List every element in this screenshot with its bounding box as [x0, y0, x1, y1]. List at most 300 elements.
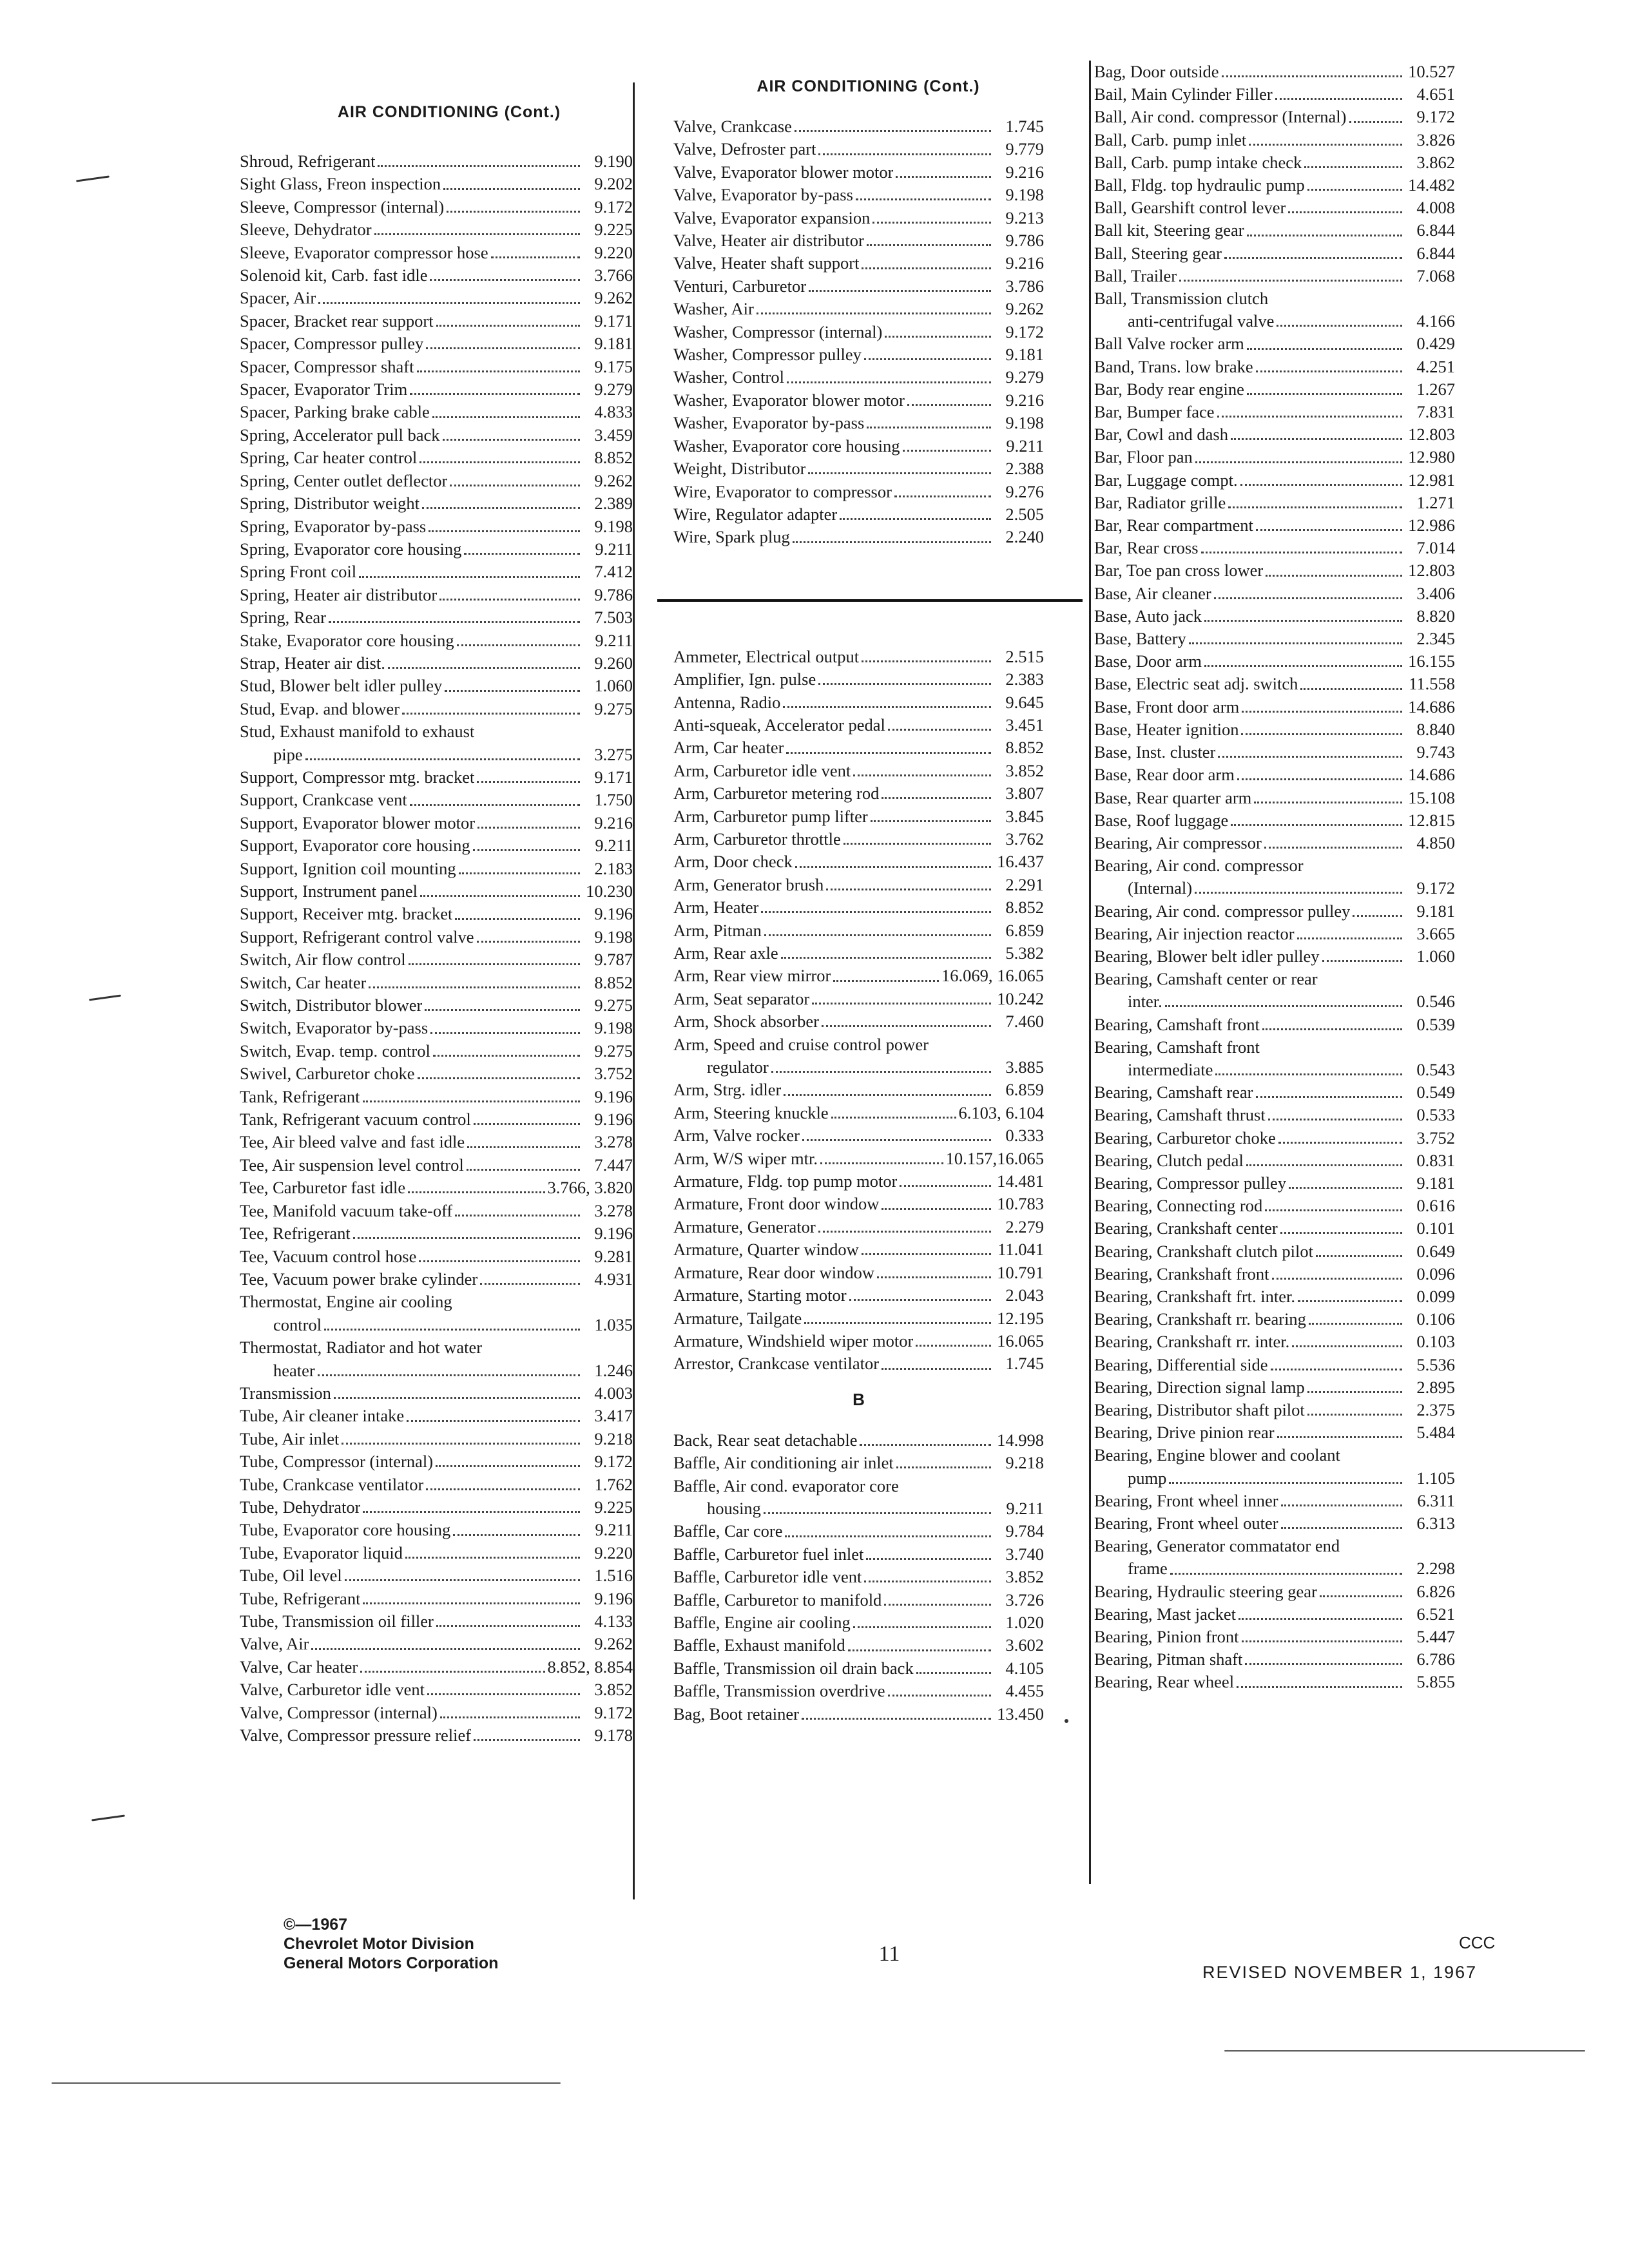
entry-label: Bag, Boot retainer	[673, 1704, 800, 1724]
dot-leader	[787, 381, 991, 383]
entry-page-ref: 6.859	[1005, 920, 1044, 940]
dot-leader	[1240, 484, 1402, 486]
entry-page-ref: 3.885	[1005, 1057, 1044, 1077]
entry-label: Washer, Compressor (internal)	[673, 322, 883, 341]
column-divider-left	[633, 82, 635, 1899]
index-entry	[673, 1703, 1044, 1725]
entry-label: Bearing, Camshaft front	[1094, 1014, 1260, 1034]
index-entry	[240, 880, 633, 903]
entry-label: Baffle, Transmission oil drain back	[673, 1658, 914, 1678]
entry-label: Tank, Refrigerant vacuum control	[240, 1110, 471, 1129]
dot-leader	[1179, 280, 1402, 282]
index-entry	[240, 287, 633, 309]
entry-label: Valve, Carburetor idle vent	[240, 1680, 425, 1700]
dot-leader	[1307, 189, 1402, 191]
entry-page-ref: 0.096	[1416, 1264, 1455, 1283]
dot-leader	[440, 1716, 580, 1718]
dot-leader	[1247, 235, 1402, 236]
index-entry	[673, 828, 1044, 850]
dot-leader	[436, 325, 580, 327]
entry-page-ref: 3.451	[1005, 715, 1044, 735]
entry-label: Sight Glass, Freon inspection	[240, 174, 441, 194]
entry-page-ref: 9.196	[594, 904, 633, 924]
entry-page-ref: 16.065	[997, 1331, 1044, 1350]
index-entry	[1094, 945, 1455, 968]
entry-label: Arm, Carburetor pump lifter	[673, 806, 868, 826]
index-entry	[1094, 1331, 1455, 1353]
entry-page-ref: 4.651	[1416, 84, 1455, 104]
index-entry	[673, 457, 1044, 480]
entry-page-ref: 3.406	[1416, 583, 1455, 603]
index-entry	[240, 218, 633, 241]
index-entry	[1094, 1648, 1455, 1671]
index-entry	[240, 150, 633, 173]
entry-page-ref: 9.181	[1416, 901, 1455, 921]
index-entry	[1094, 151, 1455, 174]
index-entry	[673, 1520, 1044, 1542]
dot-leader	[422, 507, 580, 509]
margin-mark	[1224, 2050, 1585, 2052]
index-entries	[1094, 61, 1455, 1694]
entry-page-ref: 2.183	[594, 858, 633, 878]
dot-leader	[409, 963, 580, 965]
dot-leader	[1247, 393, 1402, 395]
index-entry	[240, 264, 633, 287]
entry-page-ref: 9.645	[1005, 692, 1044, 712]
dot-leader	[1309, 1323, 1402, 1325]
entry-label: Bar, Cowl and dash	[1094, 425, 1228, 445]
index-entry	[1094, 628, 1455, 650]
entry-page-ref: 9.196	[594, 1588, 633, 1608]
dot-leader	[1237, 1686, 1402, 1688]
entry-label: Tee, Air suspension level control	[240, 1155, 464, 1175]
entry-label: regulator	[707, 1057, 769, 1077]
index-entry	[673, 805, 1044, 828]
dot-leader	[408, 1191, 545, 1193]
dot-leader	[757, 312, 991, 314]
dot-leader	[360, 1671, 545, 1673]
entry-page-ref: 9.262	[594, 288, 633, 308]
footer-revised-date: REVISED NOVEMBER 1, 1967	[1202, 1963, 1478, 1982]
index-entry	[1094, 1603, 1455, 1626]
entry-page-ref: 4.003	[594, 1383, 633, 1403]
entry-page-ref: 9.196	[594, 1110, 633, 1129]
index-entry	[1094, 990, 1455, 1013]
entry-page-ref: 9.171	[594, 767, 633, 787]
entry-page-ref: 9.786	[1005, 231, 1044, 251]
entry-label: Armature, Quarter window	[673, 1240, 859, 1260]
dot-leader	[864, 358, 991, 360]
index-entry	[240, 629, 633, 652]
dot-leader	[1245, 1663, 1402, 1665]
entry-page-ref: 3.417	[594, 1406, 633, 1426]
entry-page-ref: 8.840	[1416, 719, 1455, 739]
dot-leader	[1304, 166, 1402, 168]
entry-page-ref: 8.852	[594, 972, 633, 992]
entry-label: Bar, Toe pan cross lower	[1094, 561, 1264, 581]
entry-page-ref: 3.766, 3.820	[547, 1178, 633, 1198]
dot-leader	[795, 130, 991, 132]
entry-page-ref: 3.852	[594, 1680, 633, 1700]
entry-page-ref: 11.041	[998, 1240, 1044, 1260]
index-entry	[1094, 492, 1455, 514]
entry-label: Arm, Strg. idler	[673, 1080, 782, 1100]
index-entry	[1094, 1240, 1455, 1263]
index-entry	[240, 1268, 633, 1291]
index-entry	[240, 1245, 633, 1268]
entry-page-ref: 0.103	[1416, 1332, 1455, 1352]
dot-leader	[1272, 1278, 1402, 1280]
index-entry	[1094, 129, 1455, 151]
entry-label: housing	[707, 1498, 761, 1518]
dot-leader	[888, 729, 991, 731]
entry-page-ref: 0.546	[1416, 992, 1455, 1012]
dot-leader	[781, 957, 991, 959]
entry-label: Wire, Evaporator to compressor	[673, 481, 892, 501]
index-entry	[673, 1262, 1044, 1284]
index-entry	[673, 366, 1044, 389]
entry-page-ref: 9.279	[594, 380, 633, 399]
entry-label: Valve, Air	[240, 1634, 309, 1654]
entry-page-ref: 9.216	[1005, 253, 1044, 273]
entry-page-ref: 9.743	[1416, 742, 1455, 762]
margin-mark	[76, 175, 110, 182]
index-entry	[240, 812, 633, 834]
dot-leader	[843, 843, 991, 845]
entry-page-ref: 3.278	[594, 1200, 633, 1220]
entry-page-ref: 9.262	[594, 470, 633, 490]
entry-label: Spring Front coil	[240, 562, 357, 582]
entry-label: Stud, Exhaust manifold to exhaust	[240, 722, 475, 742]
entry-page-ref: 7.447	[594, 1155, 633, 1175]
index-entry	[240, 1086, 633, 1108]
dot-leader	[1320, 1595, 1402, 1597]
dot-leader	[1195, 461, 1402, 463]
index-entry	[240, 1336, 633, 1359]
dot-leader	[1292, 1345, 1402, 1347]
index-entry	[673, 1170, 1044, 1193]
entry-label: Bearing, Hydraulic steering gear	[1094, 1581, 1317, 1601]
index-entry	[673, 1102, 1044, 1124]
entry-label: Ball, Steering gear	[1094, 243, 1222, 263]
entry-label: Tee, Refrigerant	[240, 1224, 351, 1244]
index-entry	[1094, 1217, 1455, 1240]
dot-leader	[916, 1672, 991, 1674]
entry-label: Swivel, Carburetor choke	[240, 1064, 415, 1084]
index-entry	[1094, 696, 1455, 718]
dot-leader	[474, 1123, 580, 1125]
index-entry	[673, 874, 1044, 896]
dot-leader	[1275, 98, 1402, 100]
index-entry	[1094, 83, 1455, 106]
entry-label: Valve, Compressor pressure relief	[240, 1725, 472, 1745]
entry-label: Bearing, Crankshaft frt. inter.	[1094, 1286, 1296, 1306]
index-entry	[240, 1633, 633, 1655]
entry-page-ref: 1.060	[594, 676, 633, 696]
entry-label: Bearing, Differential side	[1094, 1354, 1268, 1374]
entry-page-ref: 3.459	[594, 425, 633, 445]
index-entry	[1094, 673, 1455, 695]
entry-label: Thermostat, Engine air cooling	[240, 1292, 452, 1312]
entry-label: Weight, Distributor	[673, 459, 806, 479]
dot-leader	[430, 1032, 580, 1034]
index-entry	[673, 782, 1044, 805]
index-entry	[1094, 1149, 1455, 1172]
index-entry	[673, 1238, 1044, 1261]
index-entry	[240, 1474, 633, 1496]
index-entry	[1094, 900, 1455, 923]
entry-label: Support, Refrigerant control valve	[240, 927, 474, 947]
index-entry	[240, 1154, 633, 1177]
entry-page-ref: 9.181	[1416, 1173, 1455, 1193]
entry-label: Spring, Heater air distributor	[240, 584, 438, 604]
entry-label: Tube, Compressor (internal)	[240, 1452, 434, 1472]
index-entry	[240, 356, 633, 378]
dot-leader	[1262, 1028, 1402, 1030]
dot-leader	[802, 1718, 991, 1720]
entry-page-ref: 1.267	[1416, 379, 1455, 399]
footer-publisher	[284, 1915, 498, 1973]
index-entry	[1094, 718, 1455, 741]
entry-label: Bearing, Direction signal lamp	[1094, 1377, 1305, 1397]
index-entry	[1094, 1172, 1455, 1195]
dot-leader	[862, 267, 991, 269]
entry-label: pipe	[273, 744, 303, 764]
entry-label: Baffle, Carburetor to manifold	[673, 1590, 882, 1610]
dot-leader	[418, 1077, 580, 1079]
dot-leader	[318, 302, 580, 304]
index-entry	[240, 332, 633, 355]
dot-leader	[453, 1534, 580, 1536]
entry-label: Baffle, Air conditioning air inlet	[673, 1453, 894, 1473]
entry-page-ref: 2.389	[594, 494, 633, 514]
entry-page-ref: 7.412	[594, 562, 633, 582]
entry-label: Bearing, Compressor pulley	[1094, 1173, 1287, 1193]
entry-page-ref: 2.388	[1005, 459, 1044, 479]
dot-leader	[853, 774, 991, 776]
index-entry	[1094, 1308, 1455, 1331]
index-entry	[1094, 1399, 1455, 1421]
entry-page-ref: 11.558	[1409, 674, 1455, 694]
entry-page-ref: 7.831	[1416, 402, 1455, 422]
dot-leader	[432, 416, 580, 418]
index-entry	[240, 447, 633, 469]
entry-page-ref: 2.240	[1005, 527, 1044, 547]
index-entry	[1094, 469, 1455, 492]
index-entry	[1094, 1014, 1455, 1036]
dot-leader	[1217, 416, 1402, 418]
entry-page-ref: 12.195	[997, 1308, 1044, 1328]
entry-label: Arm, Heater	[673, 898, 759, 918]
index-entry	[240, 1564, 633, 1587]
entry-label: Bearing, Generator commatator end	[1094, 1536, 1340, 1556]
index-entry	[1094, 923, 1455, 945]
index-entry	[673, 1330, 1044, 1352]
dot-leader	[867, 244, 991, 246]
index-entry	[1094, 174, 1455, 197]
entry-label: (Internal)	[1128, 878, 1193, 898]
index-entry	[1094, 1626, 1455, 1648]
dot-leader	[1278, 1142, 1402, 1144]
index-entry	[1094, 265, 1455, 287]
entry-page-ref: 8.852, 8.854	[547, 1657, 633, 1677]
dot-leader	[429, 530, 580, 532]
index-entry	[1094, 1127, 1455, 1149]
entry-page-ref: 6.844	[1416, 243, 1455, 263]
dot-leader	[1281, 1527, 1402, 1529]
index-entry	[240, 1610, 633, 1633]
dot-leader	[1254, 802, 1402, 803]
index-entry	[1094, 787, 1455, 809]
entry-page-ref: 9.198	[1005, 413, 1044, 433]
dot-leader	[833, 980, 939, 982]
entry-label: Armature, Rear door window	[673, 1262, 875, 1282]
entry-page-ref: 4.166	[1416, 311, 1455, 331]
entry-page-ref: 3.826	[1416, 130, 1455, 149]
index-entry	[1094, 1354, 1455, 1376]
entry-label: Valve, Evaporator by-pass	[673, 185, 853, 205]
index-entry	[673, 1307, 1044, 1330]
dot-leader	[359, 576, 580, 578]
index-entry	[673, 1193, 1044, 1215]
dot-leader	[318, 1374, 580, 1376]
entry-page-ref: 9.216	[594, 812, 633, 832]
dot-leader	[1266, 575, 1402, 577]
dot-leader	[831, 1117, 956, 1119]
index-entry	[673, 389, 1044, 412]
dot-leader	[324, 1329, 580, 1331]
index-entry	[673, 942, 1044, 965]
dot-leader	[808, 472, 991, 474]
entry-page-ref: 5.536	[1416, 1354, 1455, 1374]
section-gap	[673, 549, 1044, 646]
entry-label: Baffle, Exhaust manifold	[673, 1635, 845, 1655]
index-entry	[240, 720, 633, 743]
dot-leader	[1169, 1482, 1402, 1484]
index-entry	[240, 1200, 633, 1222]
entry-label: frame	[1128, 1559, 1168, 1579]
dot-leader	[907, 404, 991, 406]
index-entry	[673, 161, 1044, 184]
index-entry	[673, 1010, 1044, 1033]
dot-leader	[1165, 1005, 1402, 1007]
dot-leader	[1307, 1391, 1402, 1393]
dot-leader	[467, 1169, 580, 1171]
entry-label: Switch, Car heater	[240, 972, 367, 992]
index-entry	[673, 1216, 1044, 1238]
entry-page-ref: 6.844	[1416, 220, 1455, 240]
dot-leader	[329, 621, 580, 623]
index-entry	[1094, 854, 1455, 877]
entry-label: Washer, Air	[673, 299, 754, 319]
index-entry	[1094, 1376, 1455, 1399]
entry-label: Valve, Defroster part	[673, 139, 816, 159]
entry-label: Washer, Evaporator by-pass	[673, 413, 865, 433]
entry-label: Tube, Oil level	[240, 1566, 342, 1586]
entry-page-ref: 14.481	[997, 1171, 1044, 1191]
dot-leader	[334, 1397, 580, 1399]
dot-leader	[888, 1695, 991, 1696]
dot-leader	[1246, 1164, 1402, 1166]
entry-page-ref: 4.850	[1416, 832, 1455, 852]
entry-label: Bearing, Crankshaft rr. inter.	[1094, 1332, 1290, 1352]
entry-label: Ball, Fldg. top hydraulic pump	[1094, 175, 1305, 195]
dot-leader	[378, 165, 580, 167]
index-entry	[1094, 446, 1455, 468]
dot-leader	[1307, 1414, 1402, 1416]
entry-page-ref: 7.503	[594, 608, 633, 628]
index-column-3	[1094, 61, 1455, 1694]
index-entry	[240, 1450, 633, 1473]
index-entry	[240, 1542, 633, 1564]
entry-label: Venturi, Carburetor	[673, 276, 807, 296]
index-entry	[240, 766, 633, 789]
entry-label: Arm, Seat separator	[673, 988, 810, 1008]
entry-page-ref: 6.103, 6.104	[958, 1102, 1044, 1122]
dot-leader	[1297, 937, 1402, 939]
entry-label: Spring, Rear	[240, 608, 326, 628]
entry-label: Arm, Carburetor throttle	[673, 829, 841, 849]
margin-mark	[89, 995, 121, 1001]
entry-page-ref: 5.382	[1005, 943, 1044, 963]
index-entries	[673, 646, 1044, 1376]
index-entry	[1094, 356, 1455, 378]
dot-leader	[853, 1626, 991, 1628]
entry-label: Bearing, Crankshaft rr. bearing	[1094, 1309, 1306, 1329]
entry-label: Bearing, Air injection reactor	[1094, 923, 1295, 943]
dot-leader	[417, 370, 581, 372]
entry-label: Armature, Generator	[673, 1216, 816, 1236]
entry-label: Solenoid kit, Carb. fast idle	[240, 265, 428, 285]
index-entry	[1094, 582, 1455, 605]
entry-label: Washer, Evaporator core housing	[673, 436, 900, 456]
dot-leader	[1195, 892, 1402, 894]
entry-page-ref: 9.198	[594, 1018, 633, 1038]
entry-label: Bearing, Front wheel inner	[1094, 1490, 1278, 1510]
dot-leader	[783, 706, 991, 708]
dot-leader	[420, 895, 580, 897]
dot-leader	[345, 1579, 580, 1581]
entry-page-ref: 9.779	[1005, 139, 1044, 159]
entry-page-ref: 3.665	[1416, 923, 1455, 943]
entry-label: Band, Trans. low brake	[1094, 356, 1253, 376]
section-title: AIR CONDITIONING (Cont.)	[757, 77, 980, 95]
entry-label: Arm, Pitman	[673, 920, 762, 940]
index-entry	[673, 1634, 1044, 1657]
entry-page-ref: 9.211	[595, 1520, 633, 1540]
entry-page-ref: 12.980	[1408, 447, 1455, 467]
entry-label: Tube, Evaporator core housing	[240, 1520, 451, 1540]
entry-label: Sleeve, Evaporator compressor hose	[240, 242, 488, 262]
entry-page-ref: 16.155	[1408, 651, 1455, 671]
entry-label: Tube, Dehydrator	[240, 1497, 361, 1517]
entry-label: Spring, Center outlet deflector	[240, 470, 448, 490]
entry-label: Bearing, Carburetor choke	[1094, 1128, 1276, 1148]
entry-label: Arm, Door check	[673, 852, 793, 872]
entry-page-ref: 16.069, 16.065	[941, 966, 1044, 986]
index-entry	[1094, 1081, 1455, 1104]
entry-label: Tube, Evaporator liquid	[240, 1542, 403, 1562]
index-entry	[673, 412, 1044, 434]
entry-label: Arm, Car heater	[673, 738, 784, 758]
dot-leader	[764, 934, 991, 936]
entry-page-ref: 1.516	[594, 1566, 633, 1586]
entry-label: Base, Air cleaner	[1094, 583, 1211, 603]
entry-label: anti-centrifugal valve	[1128, 311, 1275, 331]
dot-leader	[1316, 1255, 1402, 1257]
entry-page-ref: 0.616	[1416, 1196, 1455, 1216]
dot-leader	[1170, 1573, 1402, 1575]
